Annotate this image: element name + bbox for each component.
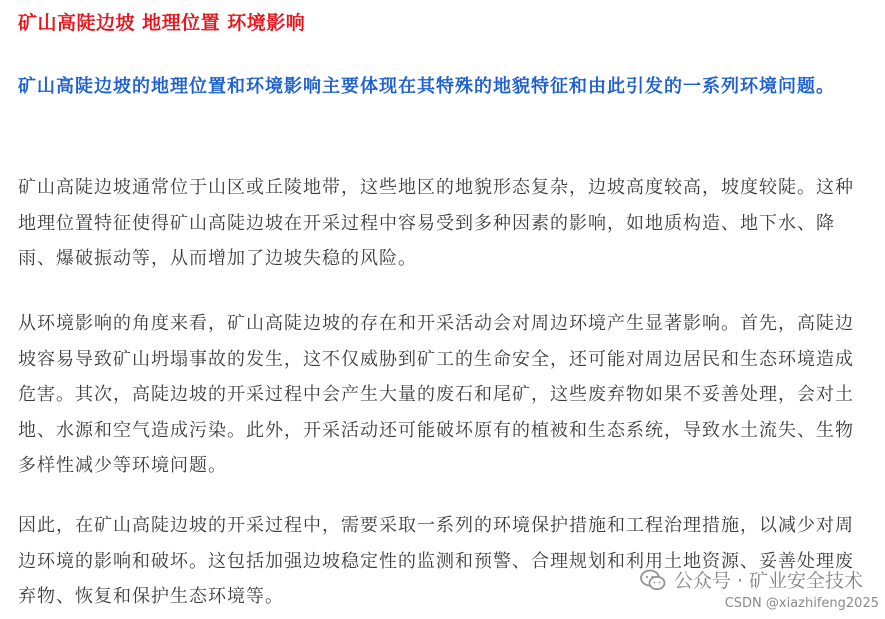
article-title: 矿山高陡边坡 地理位置 环境影响 xyxy=(18,12,306,34)
body-paragraph-1: 矿山高陡边坡通常位于山区或丘陵地带，这些地区的地貌形态复杂，边坡高度较高，坡度较陡。这种地理位置特征使得矿山高陡边坡在开采过程中容易受到多种因素的影响，如地质构造、地下水、降雨、爆破振动等，从而增加了边坡失稳的风险。 xyxy=(18,177,854,269)
wechat-watermark xyxy=(640,566,863,593)
lead-paragraph: 矿山高陡边坡的地理位置和环境影响主要体现在其特殊的地貌特征和由此引发的一系列环境问题。 xyxy=(18,76,835,97)
csdn-watermark: CSDN @xiazhifeng2025 xyxy=(724,596,879,611)
wechat-icon xyxy=(640,569,666,591)
body-paragraph-2: 从环境影响的角度来看，矿山高陡边坡的存在和开采活动会对周边环境产生显著影响。首先，高陡边坡容易导致矿山坍塌事故的发生，这不仅威胁到矿工的生命安全，还可能对周边居民和生态环境造成危害。其次，高陡边坡的开采过程中会产生大量的废石和尾矿，这些废弃物如果不妥善处理，会对土地、水源和空气造成污染。此外，开采活动还可能破坏原有的植被和生态系统，导致水土流失、生物多样性减少等环境问题。 xyxy=(18,313,854,476)
body-paragraph-3: 因此，在矿山高陡边坡的开采过程中，需要采取一系列的环境保护措施和工程治理措施，以减少对周边环境的影响和破坏。这包括加强边坡稳定性的监测和预警、合理规划和利用土地资源、妥善处理废弃物、恢复和保护生态环境等。 xyxy=(18,515,854,607)
watermark-text: 公众号 · 矿业安全技术 xyxy=(673,570,863,592)
